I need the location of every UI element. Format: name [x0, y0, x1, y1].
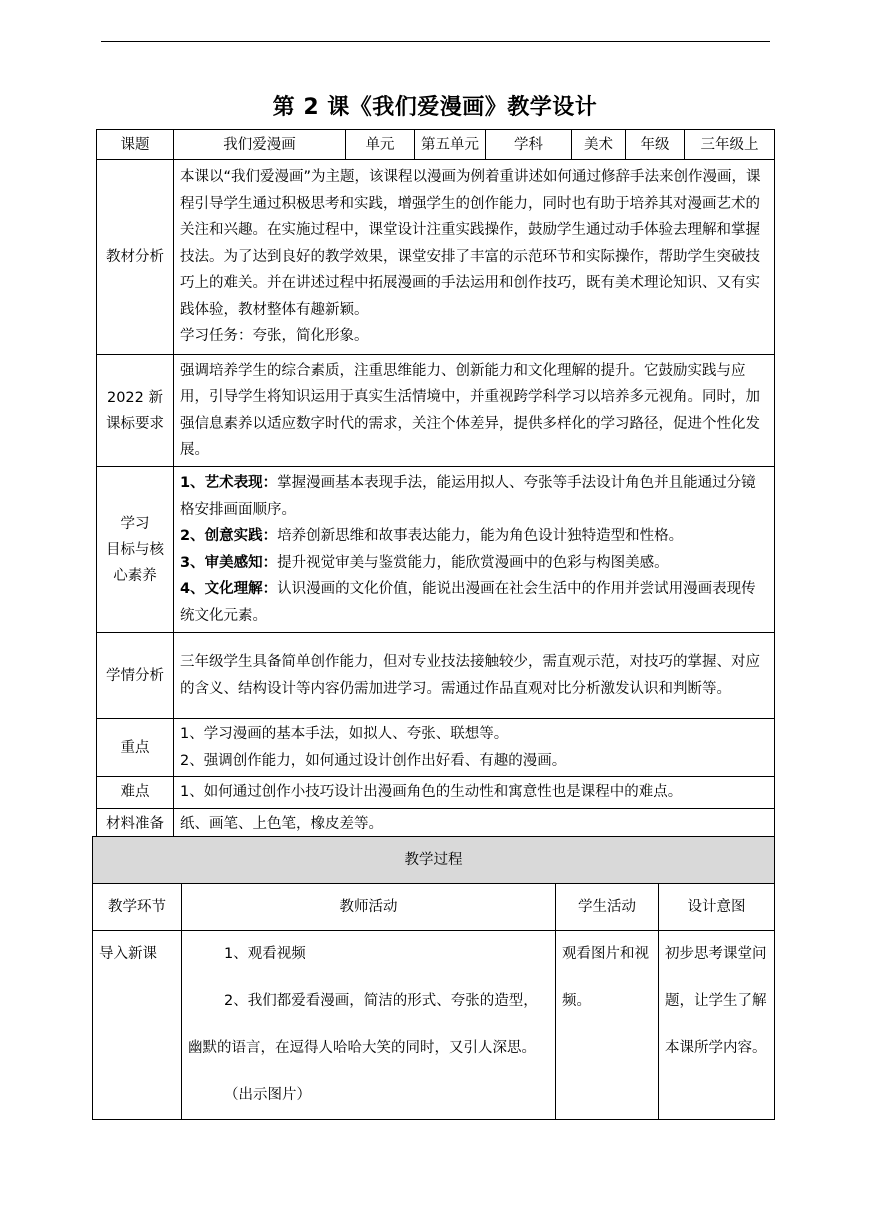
subject-label: 学科 — [486, 130, 572, 160]
objective-item — [180, 576, 768, 629]
grade-value: 三年级上 — [685, 130, 775, 160]
materials-label: 材料准备 — [97, 808, 174, 840]
objective-head: 4、文化理解： — [180, 581, 278, 597]
objective-item — [180, 523, 768, 550]
learning-task: 学习任务：夸张，简化形象。 — [180, 328, 369, 345]
teaching-process-table — [92, 836, 775, 1120]
objective-item — [180, 470, 768, 523]
material-analysis-label: 教材分析 — [97, 160, 174, 355]
objectives-row — [97, 467, 775, 633]
standard-text: 强调培养学生的综合素质，注重思维能力、创新能力和文化理解的提升。它鼓励实践与应用，引导学生将知识运用于真实生活情境中，并重视跨学科学习以培养多元视角。同时，加强信息素养以适应数字时代的需求，关注个体差异，提供多样化的学习路径，促进个性化发展。 — [174, 355, 775, 467]
teacher-activity-line: 1、观看视频 — [224, 946, 306, 962]
objectives-label-line3: 心素养 — [113, 567, 157, 584]
objective-text: 掌握漫画基本表现手法，能运用拟人、夸张等手法设计角色并且能通过分镜格安排画面顺序。 — [180, 475, 756, 518]
objective-item — [180, 550, 768, 577]
standard-label-line1: 2022 新 — [106, 389, 163, 406]
objective-head: 1、艺术表现： — [180, 475, 278, 491]
difficulties-label: 难点 — [97, 777, 174, 809]
teacher-activity-line: 幽默的语言，在逗得人哈哈大笑的同时，又引人深思。 — [188, 1040, 536, 1056]
key-point-item: 2、强调创作能力，如何通过设计创作出好看、有趣的漫画。 — [180, 752, 567, 769]
process-header-row — [93, 837, 775, 884]
unit-label: 单元 — [346, 130, 415, 160]
process-row — [93, 931, 775, 1120]
lesson-info-table — [96, 129, 775, 840]
teacher-activity — [182, 931, 556, 1120]
objective-text: 认识漫画的文化价值，能说出漫画在社会生活中的作用并尝试用漫画表现传统文化元素。 — [180, 581, 756, 624]
process-column-headers — [93, 884, 775, 931]
key-points-cell — [174, 719, 775, 777]
objectives-label — [97, 467, 174, 633]
objective-head: 2、创意实践： — [180, 528, 278, 544]
standard-label — [97, 355, 174, 467]
info-row — [97, 130, 775, 160]
objective-head: 3、审美感知： — [180, 554, 278, 571]
column-header-stage: 教学环节 — [93, 884, 182, 931]
standard-label-line2: 课标要求 — [106, 415, 164, 432]
standard-row — [97, 355, 775, 467]
objectives-label-line2: 目标与核 — [106, 541, 164, 558]
grade-label: 年级 — [626, 130, 685, 160]
objective-text: 培养创新思维和故事表达能力，能为角色设计独特造型和性格。 — [277, 528, 684, 544]
objective-text: 提升视觉审美与鉴赏能力，能欣赏漫画中的色彩与构图美感。 — [277, 554, 669, 571]
column-header-teacher: 教师活动 — [182, 884, 556, 931]
learner-analysis-label: 学情分析 — [97, 633, 174, 719]
student-activity: 观看图片和视频。 — [556, 931, 659, 1120]
process-stage: 导入新课 — [93, 931, 182, 1120]
topic-value: 我们爱漫画 — [174, 130, 346, 160]
unit-value: 第五单元 — [415, 130, 486, 160]
subject-value: 美术 — [572, 130, 626, 160]
material-analysis-row — [97, 160, 775, 355]
teacher-activity-line: 2、我们都爱看漫画，简洁的形式、夸张的造型， — [224, 993, 538, 1009]
header-rule — [101, 41, 770, 42]
key-point-item: 1、学习漫画的基本手法，如拟人、夸张、联想等。 — [180, 726, 509, 742]
teacher-activity-line: （出示图片） — [224, 1087, 311, 1103]
column-header-intent: 设计意图 — [659, 884, 775, 931]
learner-analysis-text: 三年级学生具备简单创作能力，但对专业技法接触较少，需直观示范，对技巧的掌握、对应的含义、结构设计等内容仍需加进学习。需通过作品直观对比分析激发认识和判断等。 — [174, 633, 775, 719]
column-header-student: 学生活动 — [556, 884, 659, 931]
learner-analysis-row — [97, 633, 775, 719]
difficulties-text: 1、如何通过创作小技巧设计出漫画角色的生动性和寓意性也是课程中的难点。 — [174, 777, 775, 809]
materials-row — [97, 808, 775, 840]
objectives-label-line1: 学习 — [120, 515, 150, 532]
material-analysis-text: 本课以“我们爱漫画”为主题，该课程以漫画为例着重讲述如何通过修辞手法来创作漫画，课程引导学生通过积极思考和实践，增强学生的创作能力，同时也有助于培养其对漫画艺术的关注和兴趣。在实施过程中，课堂设计注重实践操作，鼓励学生通过动手体验去理解和掌握技法。为了达到良好的教学效果，课堂安排了丰富的示范环节和实际操作，帮助学生突破技巧上的难关。并在讲述过程中拓展漫画的手法运用和创作技巧，既有美术理论知识、又有实践体验，教材整体有趣新颖。 — [180, 169, 761, 318]
material-analysis-cell — [174, 160, 775, 355]
topic-label: 课题 — [97, 130, 174, 160]
key-points-label: 重点 — [97, 719, 174, 777]
design-intent: 初步思考课堂问题，让学生了解本课所学内容。 — [659, 931, 775, 1120]
difficulties-row — [97, 777, 775, 809]
materials-text: 纸、画笔、上色笔，橡皮差等。 — [174, 808, 775, 840]
document-title: 第 2 课《我们爱漫画》教学设计 — [272, 95, 598, 120]
key-points-row — [97, 719, 775, 777]
process-header: 教学过程 — [93, 837, 775, 884]
objectives-cell — [174, 467, 775, 633]
